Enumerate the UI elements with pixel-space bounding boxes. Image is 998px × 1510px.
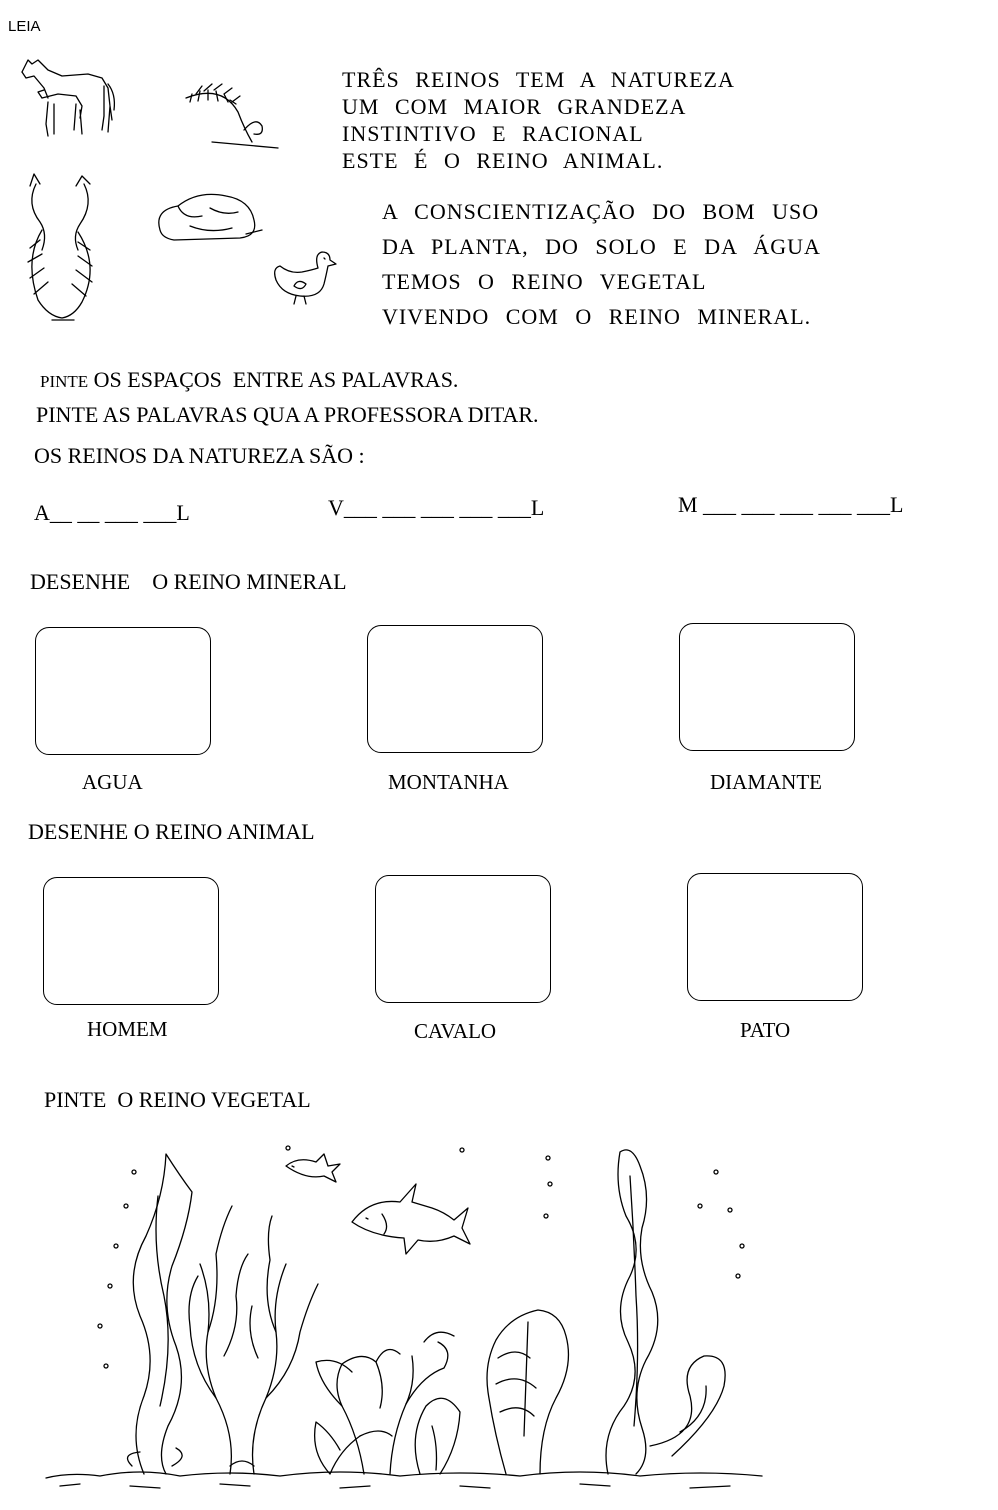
poem-line: ESTE É O REINO ANIMAL. (342, 148, 664, 173)
duck-icon (272, 248, 336, 308)
poem-stanza-1 (342, 66, 735, 174)
drawing-box-cavalo[interactable] (375, 875, 551, 1003)
drawing-box-homem[interactable] (43, 877, 219, 1005)
label-diamante: DIAMANTE (710, 770, 822, 794)
blank-mineral[interactable]: M ___ ___ ___ ___ ___L (678, 492, 904, 517)
instruction-paint-words: PINTE AS PALAVRAS QUA A PROFESSORA DITAR. (36, 402, 539, 427)
poem-line: VIVENDO COM O REINO MINERAL. (382, 304, 812, 329)
label-homem: HOMEM (87, 1017, 168, 1041)
poem-line: TRÊS REINOS TEM A NATUREZA (342, 67, 735, 92)
label-cavalo: CAVALO (414, 1019, 497, 1043)
instruction-rest: OS ESPAÇOS ENTRE AS PALAVRAS. (88, 367, 459, 392)
leia-label: LEIA (8, 18, 41, 35)
rocks-icon (154, 190, 266, 244)
animal-section-title: DESENHE O REINO ANIMAL (28, 819, 315, 844)
poem-line: A CONSCIENTIZAÇÃO DO BOM USO (382, 199, 820, 224)
poem-line: INSTINTIVO E RACIONAL (342, 121, 644, 146)
poem-stanza-2 (382, 194, 821, 334)
instruction-pinte-word: PINTE (40, 372, 89, 391)
poem-line: UM COM MAIOR GRANDEZA (342, 94, 687, 119)
drawing-box-pato[interactable] (687, 873, 863, 1001)
blank-vegetal[interactable]: V___ ___ ___ ___ ___L (328, 495, 545, 520)
blank-animal[interactable]: A__ __ ___ ___L (34, 500, 190, 525)
drawing-box-montanha[interactable] (367, 625, 543, 753)
instruction-kingdoms: OS REINOS DA NATUREZA SÃO : (34, 443, 365, 468)
horse-icon (18, 54, 118, 140)
poem-line: TEMOS O REINO VEGETAL (382, 269, 707, 294)
seaweed-scene-icon[interactable] (40, 1136, 780, 1500)
plant-icon (22, 170, 104, 326)
label-pato: PATO (740, 1018, 791, 1042)
label-agua: AGUA (82, 770, 143, 794)
vegetal-section-title: PINTE O REINO VEGETAL (44, 1087, 311, 1112)
fern-icon (182, 82, 282, 154)
label-montanha: MONTANHA (388, 770, 509, 794)
mineral-section-title: DESENHE O REINO MINERAL (30, 569, 347, 594)
poem-line: DA PLANTA, DO SOLO E DA ÁGUA (382, 234, 821, 259)
instruction-paint-spaces (40, 367, 458, 393)
drawing-box-agua[interactable] (35, 627, 211, 755)
drawing-box-diamante[interactable] (679, 623, 855, 751)
